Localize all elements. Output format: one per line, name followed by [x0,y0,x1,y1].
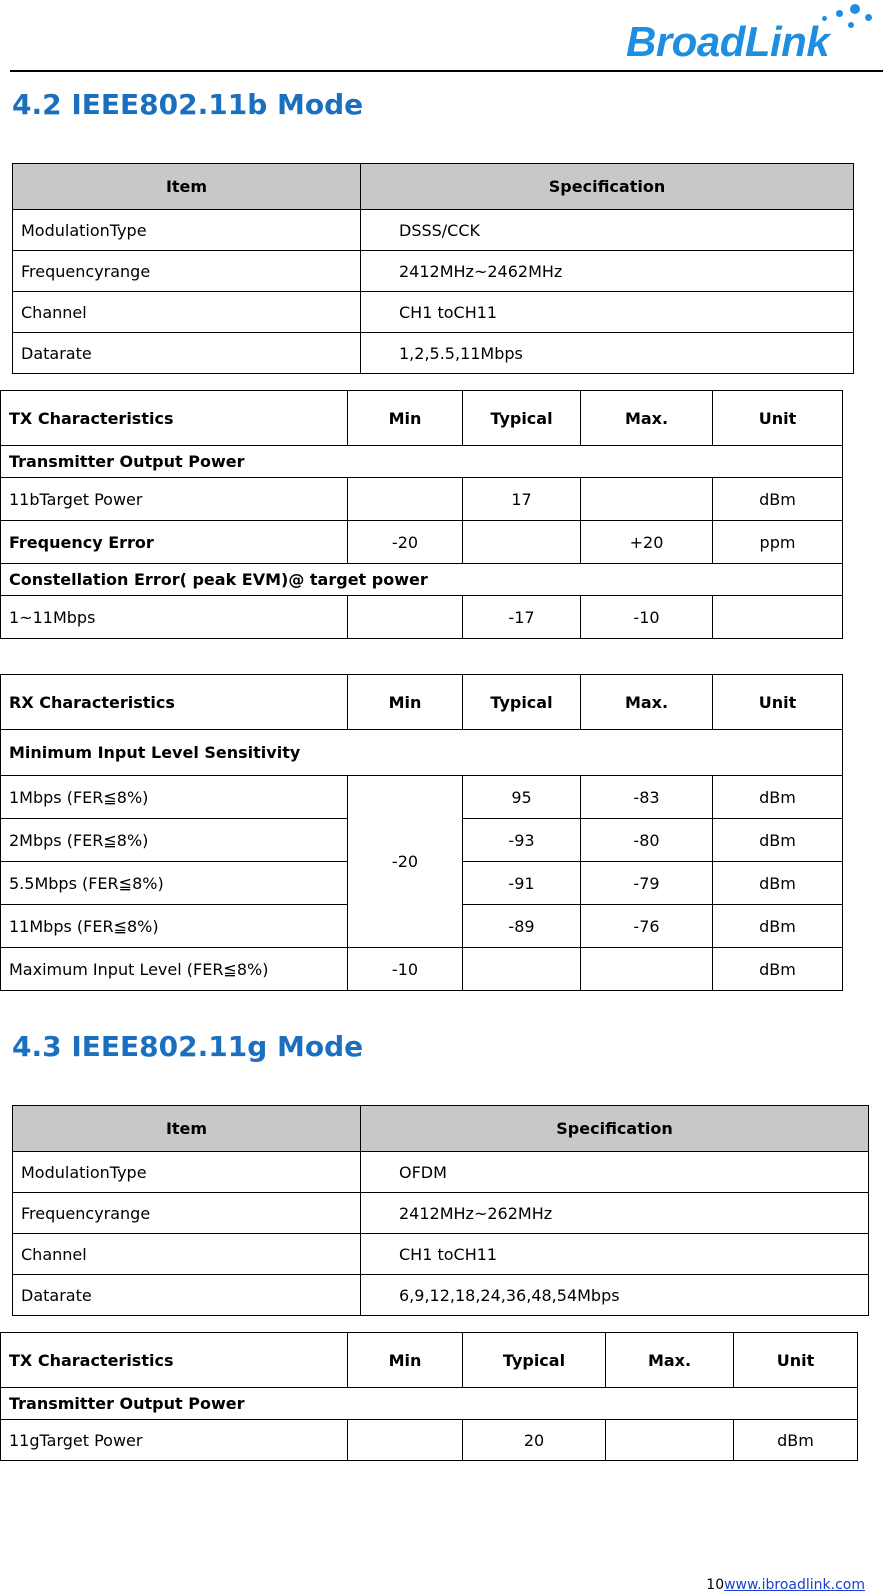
cell-min [348,596,463,639]
cell-max: -79 [581,862,713,905]
col-header-unit: Unit [713,391,843,446]
cell-unit: ppm [713,521,843,564]
cell-min [348,478,463,521]
row-label: ModulationType [13,1152,361,1193]
cell-unit [713,596,843,639]
cell-typical: 20 [463,1420,606,1461]
row-value: 2412MHz~262MHz [361,1193,869,1234]
cell-max [581,948,713,991]
col-header-unit: Unit [734,1333,858,1388]
row-value: CH1 toCH11 [361,292,854,333]
broadlink-logo [622,2,872,64]
cell-unit: dBm [734,1420,858,1461]
group-row [1,446,843,478]
table-header-row [1,1333,858,1388]
col-header-rx: RX Characteristics [1,675,348,730]
col-header-min: Min [348,675,463,730]
table-row [1,596,843,639]
row-value: CH1 toCH11 [361,1234,869,1275]
group-label: Transmitter Output Power [1,446,843,478]
page-footer [706,1577,865,1593]
row-label: 2Mbps (FER≦8%) [1,819,348,862]
table-row [13,333,854,374]
row-value: 6,9,12,18,24,36,48,54Mbps [361,1275,869,1316]
cell-unit: dBm [713,948,843,991]
tx-table-11g [0,1332,858,1461]
cell-unit: dBm [713,478,843,521]
table-header-row [1,675,843,730]
row-label: Datarate [13,333,361,374]
col-header-typical: Typical [463,675,581,730]
table-row [13,210,854,251]
header-rule [10,70,883,72]
col-header-tx: TX Characteristics [1,1333,348,1388]
logo-text: BroadLink [626,18,830,65]
table-row [13,1234,869,1275]
table-row [1,776,843,819]
cell-max: -80 [581,819,713,862]
group-row [1,564,843,596]
cell-max: -83 [581,776,713,819]
table-header-row [1,391,843,446]
table-row [1,1420,858,1461]
row-label: 11bTarget Power [1,478,348,521]
row-label: 1~11Mbps [1,596,348,639]
table-row [13,1193,869,1234]
cell-typical: 17 [463,478,581,521]
table-row [1,478,843,521]
col-header-typical: Typical [463,1333,606,1388]
group-row [1,730,843,776]
cell-unit: dBm [713,905,843,948]
table-row [13,1152,869,1193]
col-header-min: Min [348,391,463,446]
spec-table-11g [12,1105,869,1316]
cell-typical: 95 [463,776,581,819]
cell-typical: -91 [463,862,581,905]
row-label: 11gTarget Power [1,1420,348,1461]
cell-unit: dBm [713,862,843,905]
page-number: 10 [706,1577,725,1593]
group-label: Constellation Error( peak EVM)@ target power [1,564,843,596]
spec-table-11b [12,163,854,374]
row-label: 11Mbps (FER≦8%) [1,905,348,948]
row-label: ModulationType [13,210,361,251]
row-label: 1Mbps (FER≦8%) [1,776,348,819]
logo-dot [848,22,854,28]
group-label: Transmitter Output Power [1,1388,858,1420]
row-value: OFDM [361,1152,869,1193]
row-label: Frequencyrange [13,251,361,292]
cell-typical: -17 [463,596,581,639]
row-label: Datarate [13,1275,361,1316]
cell-min: -10 [348,948,463,991]
group-label: Minimum Input Level Sensitivity [1,730,843,776]
col-header-max: Max. [606,1333,734,1388]
group-row [1,1388,858,1420]
row-label: Frequency Error [1,521,348,564]
table-row [13,292,854,333]
col-header-tx: TX Characteristics [1,391,348,446]
tx-table-11b [0,390,843,639]
cell-typical: -89 [463,905,581,948]
col-header-specification: Specification [361,164,854,210]
section-title-4-2: 4.2 IEEE802.11b Mode [12,88,364,121]
cell-max [581,478,713,521]
cell-max: -76 [581,905,713,948]
logo-dot [836,10,843,17]
table-row [1,948,843,991]
website-link[interactable]: www.ibroadlink.com [724,1577,865,1593]
cell-typical: -93 [463,819,581,862]
table-row [13,251,854,292]
cell-max: +20 [581,521,713,564]
cell-typical [463,521,581,564]
table-header-row [13,164,854,210]
row-label: Frequencyrange [13,1193,361,1234]
col-header-max: Max. [581,675,713,730]
col-header-max: Max. [581,391,713,446]
row-value: DSSS/CCK [361,210,854,251]
col-header-typical: Typical [463,391,581,446]
logo-dot [850,4,860,14]
col-header-unit: Unit [713,675,843,730]
cell-typical [463,948,581,991]
section-title-4-3: 4.3 IEEE802.11g Mode [12,1030,364,1063]
cell-min-merged: -20 [348,776,463,948]
row-label: 5.5Mbps (FER≦8%) [1,862,348,905]
cell-min: -20 [348,521,463,564]
col-header-specification: Specification [361,1106,869,1152]
row-label: Channel [13,292,361,333]
row-value: 2412MHz~2462MHz [361,251,854,292]
cell-max [606,1420,734,1461]
rx-table-11b [0,674,843,991]
col-header-item: Item [13,1106,361,1152]
col-header-item: Item [13,164,361,210]
row-label: Maximum Input Level (FER≦8%) [1,948,348,991]
table-row [13,1275,869,1316]
cell-min [348,1420,463,1461]
cell-unit: dBm [713,819,843,862]
row-value: 1,2,5.5,11Mbps [361,333,854,374]
row-label: Channel [13,1234,361,1275]
cell-max: -10 [581,596,713,639]
col-header-min: Min [348,1333,463,1388]
table-header-row [13,1106,869,1152]
table-row [1,521,843,564]
cell-unit: dBm [713,776,843,819]
logo-dot [865,14,872,21]
